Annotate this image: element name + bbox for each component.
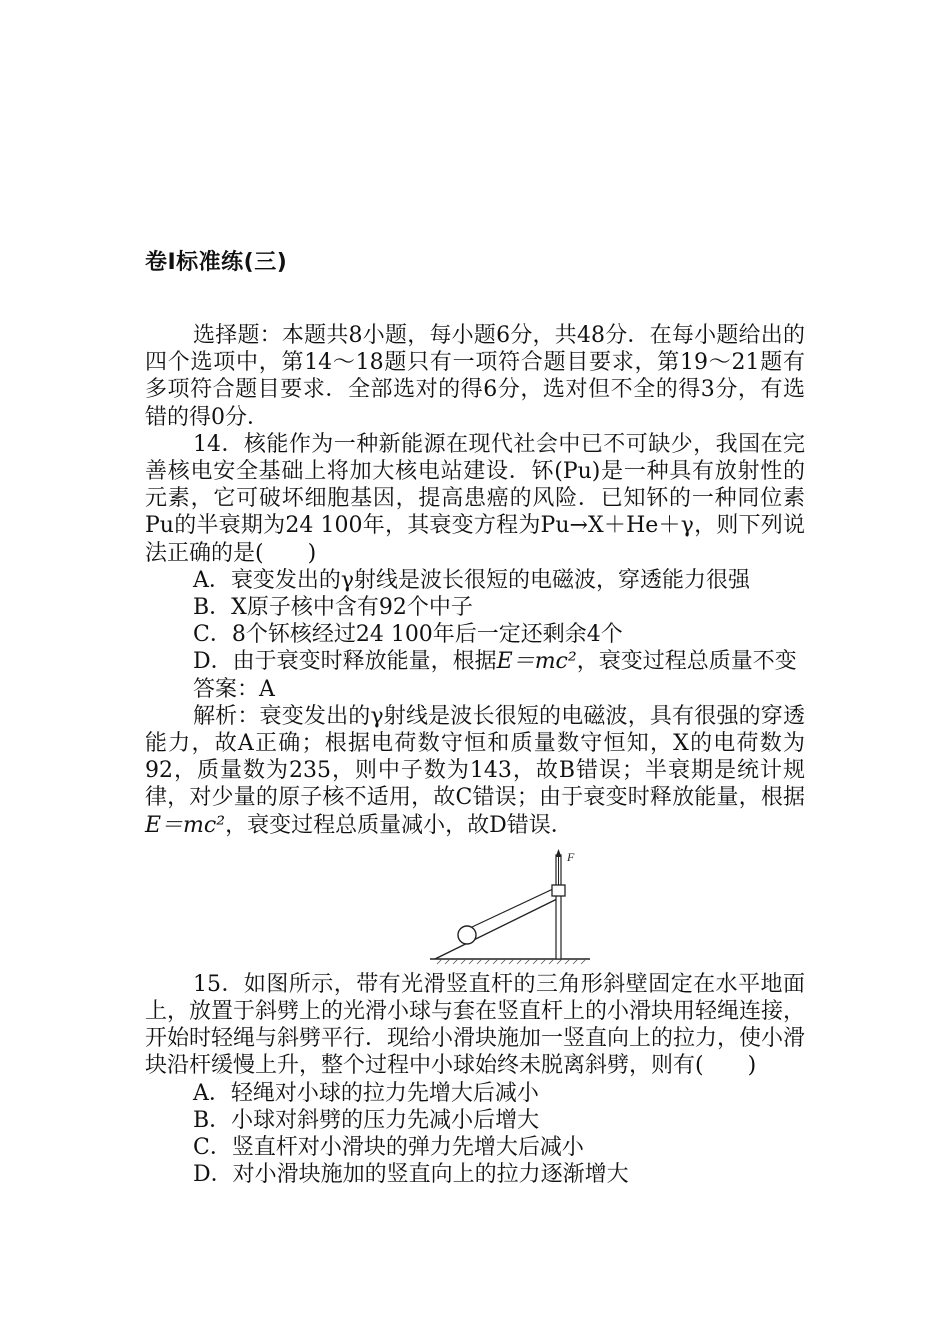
question-15-stem: 15．如图所示，带有光滑竖直杆的三角形斜壁固定在水平地面上，放置于斜劈上的光滑小球与套在竖直杆上的小滑块用轻绳连接，开始时轻绳与斜劈平行．现给小滑块施加一竖直向上的拉力，使小滑块沿杆缓慢上升，整个过程中小球始终未脱离斜劈，则有( ) [145,971,806,1079]
analysis-label: 解析： [193,703,260,729]
incline-rod-diagram [425,847,595,965]
page-title: 卷Ⅰ标准练(三) [145,250,288,275]
question-14-stem: 14．核能作为一种新能源在现代社会中已不可缺少，我国在完善核电安全基础上将加大核电站建设．钚(Pu)是一种具有放射性的元素，它可破坏细胞基因，提高患癌的风险．已知钚的一种同位素Pu的半衰期为24 100年，其衰变方程为Pu→X＋He＋γ，则下列说法正确的是( ) [145,431,805,566]
document-body [145,322,805,1188]
section-intro: 选择题：本题共8小题，每小题6分，共48分．在每小题给出的四个选项中，第14～18题只有一项符合题目要求，第19～21题有多项符合题目要求．全部选对的得6分，选对但不全的得3分，有选错的得0分． [145,323,805,430]
answer-value: A [259,676,275,702]
question-15-option-d: D．对小滑块施加的竖直向上的拉力逐渐增大 [193,1162,629,1188]
question-14-option-a: A．衰变发出的γ射线是波长很短的电磁波，穿透能力很强 [193,567,751,593]
arrow-head-icon [556,849,562,857]
slider-block [552,885,565,896]
question-14-analysis [145,703,805,839]
incline-surface [435,899,557,959]
analysis-formula: E＝mc² [145,812,226,838]
question-14-answer [145,676,805,703]
question-14-option-d [145,648,805,675]
force-label: F [567,849,575,864]
smooth-ball [458,926,476,944]
analysis-text-end: ，衰变过程总质量减小，故D错误． [225,812,573,838]
option-d-text: D．由于衰变时释放能量，根据 [193,649,497,675]
mass-energy-formula: E＝mc² [496,649,577,675]
question-15-option-b: B．小球对斜劈的压力先减小后增大 [193,1107,540,1133]
option-d-text-end: ，衰变过程总质量不变 [576,649,797,675]
question-15-option-a: A．轻绳对小球的拉力先增大后减小 [193,1080,539,1106]
answer-label: 答案： [193,676,260,702]
question-14-option-b: B．X原子核中含有92个中子 [193,595,473,621]
question-15-option-c: C．竖直杆对小滑块的弹力先增大后减小 [193,1135,584,1161]
analysis-text: 衰变发出的γ射线是波长很短的电磁波，具有很强的穿透能力，故A正确；根据电荷数守恒和质量数守恒知，X的电荷数为92，质量数为235，则中子数为143，故B错误；半衰期是统计规律，对少量的原子核不适用，故C错误；由于衰变时释放能量，根据 [145,703,805,811]
question-14-option-c: C．8个钚核经过24 100年后一定还剩余4个 [193,622,623,648]
